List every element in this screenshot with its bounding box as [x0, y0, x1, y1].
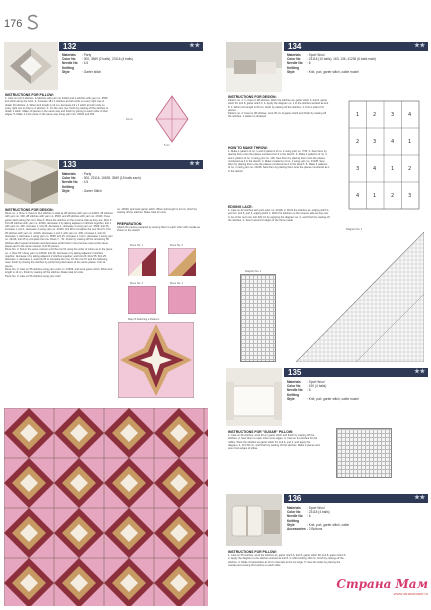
svg-text:3: 3 — [391, 112, 395, 118]
pattern-134-edging-title: EDGING LACE: — [228, 205, 253, 209]
spec-row: Knitting Style : Knit, purl, garter stitch, cable model — [287, 392, 359, 401]
pattern-136-number: 136 — [288, 494, 302, 503]
rating-stars-icon: ★★ — [414, 43, 425, 49]
spec-row: Knitting Style : Knit, purl, garter stitch, cable model — [287, 65, 359, 74]
svg-text:1: 1 — [356, 112, 360, 118]
pattern-133-specs — [62, 172, 202, 193]
rating-stars-icon: ★★ — [414, 495, 425, 501]
spec-row: Knitting Style : Garter stitch — [62, 65, 102, 74]
piece-1-diagram — [128, 248, 156, 281]
pattern-135-number: 135 — [288, 368, 302, 377]
pattern-132-instr-title: INSTRUCTIONS FOR PILLOW: — [5, 93, 54, 97]
pattern-136-instructions: 1- Cast on 56 stitches, work the stitches as; garter stitch 6, knit 8, garter stitch 38, knit 8, garter stitch 6. 2- Apply the diagram to the stitches worked as knit 8. 3- After knitting 100 cm, finish by casting off the stitches. 4- Make 2 buttonholes at 10 cm intervals at the 1st edge. 5- Sew the sides by placing the overlap and sewing the buttons on each other. — [228, 554, 347, 567]
spec-row: Materials : Sport Wool — [287, 506, 325, 510]
piece-2-label: Piece No. 2 — [170, 244, 183, 247]
diagram-no-2-chart — [296, 232, 424, 362]
pattern-134-photo — [226, 42, 282, 92]
pattern-136-specs — [287, 506, 427, 531]
spec-row: Needle No : 6 — [287, 61, 311, 66]
spec-row: Color No : 300, 3569 (2 balls), 23116 (4 balls) — [62, 57, 133, 62]
pattern-133-preparation: Attach the pieces prepared by sewing them to each other with needle as shown in the sketch. — [117, 226, 200, 233]
svg-text:1: 1 — [373, 193, 377, 199]
spec-row: Materials : Party — [62, 172, 92, 176]
pattern-132-diagram — [126, 94, 202, 153]
svg-text:2: 2 — [356, 139, 360, 145]
piece-2-diagram — [168, 248, 196, 281]
svg-text:3: 3 — [373, 139, 377, 145]
diagram-no-1-chart — [240, 274, 276, 362]
throw-layout-sketch — [348, 100, 420, 215]
pattern-133-quilt-photo — [4, 408, 208, 606]
spec-row: Materials : Sport Wool — [287, 53, 325, 57]
pattern-136-instr-title: INSTRUCTIONS FOR PILLOW: — [228, 550, 277, 554]
svg-text:4: 4 — [408, 112, 412, 118]
page-logo-icon — [26, 14, 40, 35]
piece-3-label: Piece No. 3 — [130, 282, 143, 285]
pattern-134-howto: 1- Make 1 pattern of no. 1 and 2 patterns of no. 2 using yarn no. 7/45. 2- Sew them by placing them onto the places numbered as 3 in the sketch. 3- Make 2 patterns of no. 2 and 1 pattern of no. 1 using yarn no. 136. Sew them by placing them onto the places numbered as 4 in the sketch. 4- Make 4 patterns of no. 1 using yarn no. 41238. Sew them by placing them onto the places numbered as 2 in the sketch. 5- Make 4 patterns of no. 1 using yarn no. 23118. Sew them by placing them onto the places numbered as 1 in the sketch. — [228, 150, 330, 173]
svg-text:4: 4 — [356, 193, 360, 199]
spec-row: Needle No : 4.5 — [62, 61, 89, 66]
attaching-map-diagram — [118, 322, 194, 403]
svg-text:2: 2 — [373, 112, 377, 118]
spec-row: Knitting Style : Garter Stitch — [62, 184, 102, 193]
pattern-134-instr-title: INSTRUCTIONS FOR DESIGN: — [228, 95, 277, 99]
spec-row: Accessories: 2 Buttons — [287, 527, 323, 532]
pattern-132-instructions: 1- Cast on knit 4 stitches. 2-Stitches with yarn no 23116 and 2 stitches with yarn no. 3569 knit stitch along the wrist. 3- Increase 18 x 1 stitches at both ends on every right row to obtain 40 stitches. 4- When knit length is 12 cm, decrease 19 x 1 stitch at both ends on every right row to drop to 4 stitches. 4- On the next row, finish by casting off the stitches to obtain 1 stitch. Make 10 pieces in the same way and finish by joining to each other of their edges. 5- Make 1 more piece in the same way using yarn nos. 23116 and 300. — [5, 97, 109, 117]
pattern-135-instr-title: INSTRUCTIONS FOR "SUGAR" PILLOW: — [228, 430, 294, 434]
spec-row: Needle No : 6 — [287, 514, 311, 519]
pattern-135-photo — [226, 368, 282, 426]
rating-stars-icon: ★★ — [189, 43, 200, 49]
pattern-133-photo — [4, 160, 58, 204]
spec-row: Needle No : 4.5 — [62, 180, 89, 185]
spec-row: Knitting Style : Knit, purl, garter stitch, cable — [287, 518, 350, 527]
svg-text:1: 1 — [391, 166, 395, 172]
pattern-132-specs — [62, 53, 202, 74]
pattern-132-header — [59, 42, 203, 51]
svg-text:3: 3 — [408, 193, 412, 199]
pattern-135-specs — [287, 380, 427, 401]
pattern-132-photo — [4, 42, 58, 90]
piece-3-diagram — [128, 286, 156, 319]
watermark-url: www.stranamam.ru — [393, 591, 428, 596]
map-title: Map Of Attaching a Patterns — [128, 318, 160, 321]
spec-row: Materials : Sport Wool — [287, 380, 325, 384]
svg-text:4: 4 — [373, 166, 377, 172]
spec-row: Color No : 300, 23116, 10639, 3569 (15 balls each) — [62, 176, 141, 181]
pattern-134-header — [284, 42, 428, 51]
watermark-text: Страна Мам — [336, 577, 428, 591]
pattern-133-instructions-right: no. 10639, and work garter stitch. When knit length is 14 cm, finish by casting off the stitches. Make total 12 units. — [117, 208, 197, 215]
dimension-width: 5 cm — [164, 144, 170, 147]
pattern-133-instr-title: INSTRUCTIONS FOR DESIGN: — [5, 208, 54, 212]
spec-row: Needle No : 6 — [287, 388, 311, 393]
svg-text:1: 1 — [408, 139, 412, 145]
pattern-133-number: 133 — [63, 160, 77, 169]
diagram-no-1-label: Diagram No. 1 — [245, 270, 262, 273]
pattern-132-number: 132 — [63, 42, 77, 51]
page-number: 176 — [4, 18, 23, 30]
pattern-134-edging: 1- Cast on 22 stitches with yarn color no. 23118. 2- Work the stitches as: edging stitch 1, purl 1/1, knit 6, purl 2, edging stitch 1. Work the stitches on the reverse side as they are. 3- As of the next row, knit 320 cm by applying the diagram no. 2, and finish by casting off the stitches. 4- Sew it around 3 edges of the throw made. — [228, 209, 330, 222]
pattern-134-instructions: Pattern no. 1: 1- Cast on 48 stitches. Work the stitches as; garter stitch 3, knit 8, garter stitch 30, knit 8, garter stitch 3. 2- Apply the diagram no. 1 to the stitches worked as knit 8. 3- When knit length is 60 cm, finish by casting off the stitches. 4- Knit a total of 11 pieces. Pattern no. 2: Cast on 48 stitches, work 45 cm of garter stitch and finish by casting off the stitches. 1 pattern is obtained. — [228, 99, 329, 119]
pattern-135-instructions: 1- Cast on 60 stitches; work 20 cm garter stitch and finish by casting off the stitches. 2- Sew them to each other at its edges. 3- Cast on 21 stitches for the ruffles. Work the stitches as garter stitch 13, knit 6, purl 2, and apply the diagram. 4- Knit 50 cm, and finish by casting off the stitches. Make 2 pieces and sew it two edges of pillow. — [228, 434, 320, 451]
svg-text:2: 2 — [391, 193, 395, 199]
svg-text:2: 2 — [408, 166, 412, 172]
spec-row: Color No : 23118 (10 balls), 163, 136, 41238 (6 balls each) — [287, 57, 377, 62]
pattern-136-photo — [226, 494, 282, 546]
pattern-134-specs — [287, 53, 427, 74]
spec-row: Materials : Party — [62, 53, 92, 57]
pattern-135-header — [284, 368, 428, 377]
svg-text:4: 4 — [391, 139, 395, 145]
pattern-134-howto-title: HOW TO MAKE THROW: — [228, 146, 268, 150]
rating-stars-icon: ★★ — [189, 161, 200, 167]
piece-4-label: Piece No. 4 — [170, 282, 183, 285]
svg-text:3: 3 — [356, 166, 360, 172]
pattern-135-chart — [336, 428, 392, 478]
spec-row: Color No : 190 (4 balls) — [287, 384, 327, 389]
pattern-134-number: 134 — [288, 42, 302, 51]
piece-1-label: Piece No. 1 — [130, 244, 143, 247]
rating-stars-icon: ★★ — [414, 369, 425, 375]
piece-4-diagram — [168, 286, 196, 319]
dimension-height: 24 cm — [126, 118, 133, 121]
pattern-133-header — [59, 160, 203, 169]
pattern-136-header — [284, 494, 428, 503]
pattern-133-prep-title: PREPARATION: — [117, 222, 143, 226]
spec-row: Color No : 23118 (4 balls) — [287, 510, 330, 515]
watermark-logo — [322, 578, 428, 596]
pattern-133-instructions-left: Piece no. 1, Row 1: Cast on 112 stitches in total as 28 stitches with yarn no 23116, 28 stitches with yarn no. 300, 28 stitches with yarn no. 3569, and 28 stitches with yarn no. 23116. Knee garter stitch along the next. Row 2: Move the stitches on the reverse side as they are. Row 3: Knit 28 stitches with yarn no. 23116, decrease 1 by taking adjacent 2 stitches together, knit 1 with yarn no. 300, increase 1, knit 25, decrease 1, decrease 1 using yarn no. 3569, knit 25, increase 1, knit 1, decrease 1 using yarn no. 23116, knit 28 to complete the row. Row 5: Knit 25 stitches with yarn no. 23116, decrease 1, knit 1 with yarn no. 300, increase 1, knit 24, decrease 1, decrease 1 using yarn no. 3569, knit 25, increase 1, knit 1, decrease 1 using yarn no. 23116, knit 25 to complete the row. Rows 7... 51: Finish by casting off the remaining 56 stitches after repeat increases and decreases performed in the previous rows at the same places and in the same manner. Knit 56 pieces. Piece No. 2: Knit in the same manner until the row 51 using the order of colors as in the piece no. 1. Row 53: Using yarn no 10639, knit 26, decrease 1 by taking adjacent 2 stitches together, decrease 1 by taking adjacent 2 stitches together, and knit 26. Row 55: Knit 25, decrease 1, decrease 1, and knit 25 to complete the row. On the row 57 and the following rows: finish by closing the stitches by performing decreases at the same places. Knit 12 pieces. Piece No. 3: Cast on 56 stitches using yarn color no. 10639, and work garter stitch. When knit length is 14 cm, finish by casting off the stitches. Make total 12 units. Piece No. 4: Cast on 56 stitches using yarn color — [5, 212, 113, 278]
diagram-no-2-label: Diagram No. 2 — [346, 228, 363, 231]
